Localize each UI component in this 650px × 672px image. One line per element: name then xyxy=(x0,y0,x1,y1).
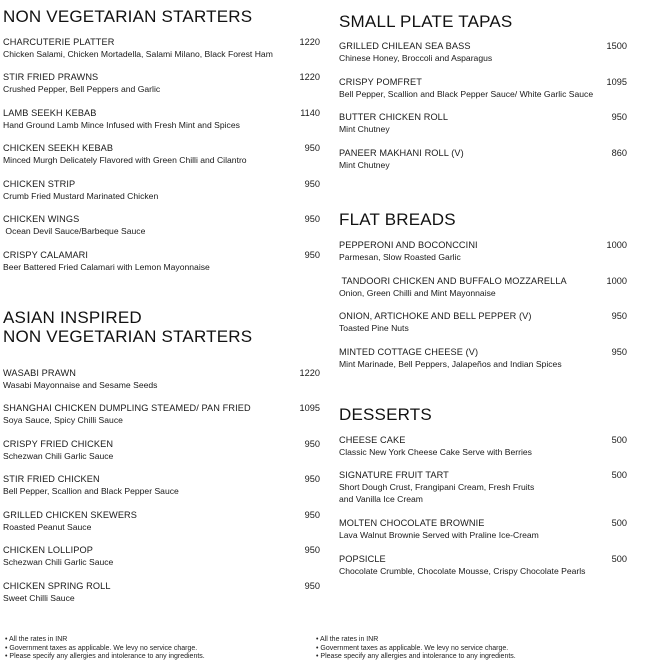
item-name: GRILLED CHICKEN SKEWERS xyxy=(3,510,138,520)
item-name: GRILLED CHILEAN SEA BASS xyxy=(339,41,471,51)
item-description: Classic New York Cheese Cake Serve with Berries xyxy=(339,447,532,457)
item-description: Chicken Salami, Chicken Mortadella, Salami Milano, Black Forest Ham xyxy=(3,49,273,59)
menu-item-cheese-cake xyxy=(339,435,627,463)
item-description: Sweet Chilli Sauce xyxy=(3,593,75,603)
item-name: CHICKEN WINGS xyxy=(3,214,80,224)
item-price: 1220 xyxy=(299,72,320,82)
menu-item-crispy-pomfret xyxy=(339,77,627,105)
item-name: STIR FRIED PRAWNS xyxy=(3,72,99,82)
item-price: 1095 xyxy=(299,403,320,413)
item-name: CHICKEN SPRING ROLL xyxy=(3,581,111,591)
menu-item-popsicle xyxy=(339,554,627,582)
menu-item-grilled-chilean-sea-bass xyxy=(339,41,627,69)
item-price: 1000 xyxy=(606,240,627,250)
menu-item-molten-chocolate-brownie xyxy=(339,518,627,546)
menu-item-paneer-makhani-roll xyxy=(339,148,627,176)
item-description: Mint Chutney xyxy=(339,124,390,134)
menu-item-onion-artichoke-bell-pepper xyxy=(339,311,627,339)
item-name: BUTTER CHICKEN ROLL xyxy=(339,112,449,122)
footer-note-rates: • All the rates in INR xyxy=(5,636,68,643)
item-name: SIGNATURE FRUIT TART xyxy=(339,470,449,480)
menu-item-signature-fruit-tart xyxy=(339,470,627,510)
item-name: POPSICLE xyxy=(339,554,386,564)
item-description: Schezwan Chili Garlic Sauce xyxy=(3,451,114,461)
item-name: CHICKEN STRIP xyxy=(3,179,76,189)
item-price: 950 xyxy=(304,581,320,591)
item-description: Lava Walnut Brownie Served with Praline Ice-Cream xyxy=(339,530,539,540)
menu-item-crispy-fried-chicken xyxy=(3,439,320,467)
footer-note-taxes: • Government taxes as applicable. We levy no service charge. xyxy=(316,644,509,652)
item-name: PANEER MAKHANI ROLL (V) xyxy=(339,148,464,158)
item-description: Ocean Devil Sauce/Barbeque Sauce xyxy=(3,226,146,236)
item-name: CRISPY FRIED CHICKEN xyxy=(3,439,114,449)
item-name: SHANGHAI CHICKEN DUMPLING STEAMED/ PAN FRIED xyxy=(3,403,251,413)
footer-notes-right-cropped xyxy=(316,636,516,662)
menu-item-chicken-lollipop xyxy=(3,545,320,573)
item-description: Toasted Pine Nuts xyxy=(339,323,409,333)
item-price: 1220 xyxy=(299,368,320,378)
item-description: Minced Murgh Delicately Flavored with Green Chilli and Cilantro xyxy=(3,155,247,165)
item-price: 950 xyxy=(611,112,627,122)
item-price: 500 xyxy=(611,435,627,445)
item-description: Beer Battered Fried Calamari with Lemon Mayonnaise xyxy=(3,262,210,272)
menu-item-chicken-strip xyxy=(3,179,320,207)
item-name: MOLTEN CHOCOLATE BROWNIE xyxy=(339,518,485,528)
item-name: STIR FRIED CHICKEN xyxy=(3,474,100,484)
footer-note-rates: • All the rates in INR xyxy=(316,636,379,643)
menu-item-stir-fried-chicken xyxy=(3,474,320,502)
section-title-asian-non-veg-starters: NON VEGETARIAN STARTERS xyxy=(3,327,253,346)
item-price: 500 xyxy=(611,470,627,480)
item-name: CHICKEN LOLLIPOP xyxy=(3,545,93,555)
item-price: 1095 xyxy=(606,77,627,87)
item-name: PEPPERONI AND BOCONCCINI xyxy=(339,240,478,250)
item-name: CHEESE CAKE xyxy=(339,435,406,445)
item-price: 500 xyxy=(611,518,627,528)
item-price: 950 xyxy=(304,474,320,484)
item-name: TANDOORI CHICKEN AND BUFFALO MOZZARELLA xyxy=(339,276,567,286)
menu-item-charcuterie-platter xyxy=(3,37,320,65)
item-name: ONION, ARTICHOKE AND BELL PEPPER (V) xyxy=(339,311,532,321)
item-description: Mint Chutney xyxy=(339,160,390,170)
item-description: Crushed Pepper, Bell Peppers and Garlic xyxy=(3,84,161,94)
item-name: WASABI PRAWN xyxy=(3,368,77,378)
item-description: Crumb Fried Mustard Marinated Chicken xyxy=(3,191,159,201)
item-description: Wasabi Mayonnaise and Sesame Seeds xyxy=(3,380,158,390)
item-price: 950 xyxy=(304,439,320,449)
menu-item-shanghai-chicken-dumpling xyxy=(3,403,320,431)
menu-item-butter-chicken-roll xyxy=(339,112,627,140)
item-description: Bell Pepper, Scallion and Black Pepper Sauce xyxy=(3,486,179,496)
item-description: Bell Pepper, Scallion and Black Pepper Sauce/ White Garlic Sauce xyxy=(339,89,594,99)
item-price: 1500 xyxy=(606,41,627,51)
item-price: 500 xyxy=(611,554,627,564)
menu-item-chicken-wings xyxy=(3,214,320,242)
item-description: Hand Ground Lamb Mince Infused with Fresh Mint and Spices xyxy=(3,120,240,130)
section-title-non-veg-starters: NON VEGETARIAN STARTERS xyxy=(3,7,253,26)
item-price: 860 xyxy=(611,148,627,158)
menu-item-lamb-seekh-kebab xyxy=(3,108,320,136)
item-price: 950 xyxy=(304,545,320,555)
item-price: 950 xyxy=(304,510,320,520)
item-price: 1000 xyxy=(606,276,627,286)
item-name: CRISPY CALAMARI xyxy=(3,250,89,260)
item-price: 1140 xyxy=(300,108,320,118)
menu-item-grilled-chicken-skewers xyxy=(3,510,320,538)
item-price: 950 xyxy=(304,143,320,153)
item-description: Parmesan, Slow Roasted Garlic xyxy=(339,252,461,262)
item-name: MINTED COTTAGE CHEESE (V) xyxy=(339,347,479,357)
item-description: Onion, Green Chilli and Mint Mayonnaise xyxy=(339,288,496,298)
menu-item-wasabi-prawn xyxy=(3,368,320,396)
section-title-desserts: DESSERTS xyxy=(339,405,432,424)
section-title-small-plate-tapas: SMALL PLATE TAPAS xyxy=(339,12,513,31)
item-description: Roasted Peanut Sauce xyxy=(3,522,92,532)
footer-note-allergies: • Please specify any allergies and intolerance to any ingredients. xyxy=(5,653,205,661)
menu-item-pepperoni-boconccini xyxy=(339,240,627,268)
menu-item-tandoori-chicken-buffalo-mozzarella xyxy=(339,276,627,304)
footer-note-taxes: • Government taxes as applicable. We levy no service charge. xyxy=(5,644,198,652)
section-title-asian-inspired: ASIAN INSPIRED xyxy=(3,308,142,327)
item-name: CHICKEN SEEKH KEBAB xyxy=(3,143,114,153)
item-price: 1220 xyxy=(299,37,320,47)
item-description: Schezwan Chili Garlic Sauce xyxy=(3,557,114,567)
section-title-flat-breads: FLAT BREADS xyxy=(339,210,456,229)
footer-note-allergies: • Please specify any allergies and intolerance to any ingredients. xyxy=(316,653,516,661)
item-description-line-2: and Vanilla Ice Cream xyxy=(339,493,423,504)
item-description: Chocolate Crumble, Chocolate Mousse, Crispy Chocolate Pearls xyxy=(339,566,586,576)
item-name: CRISPY POMFRET xyxy=(339,77,422,87)
item-price: 950 xyxy=(611,347,627,357)
item-description: Mint Marinade, Bell Peppers, Jalapeños and Indian Spices xyxy=(339,359,562,369)
item-description: Chinese Honey, Broccoli and Asparagus xyxy=(339,53,493,63)
item-description: Soya Sauce, Spicy Chilli Sauce xyxy=(3,415,123,425)
item-description-line-1: Short Dough Crust, Frangipani Cream, Fresh Fruits xyxy=(339,482,535,492)
item-price: 950 xyxy=(611,311,627,321)
menu-item-stir-fried-prawns xyxy=(3,72,320,100)
item-price: 950 xyxy=(304,250,320,260)
footer-notes-left xyxy=(5,636,205,662)
menu-item-chicken-seekh-kebab xyxy=(3,143,320,171)
menu-item-minted-cottage-cheese xyxy=(339,347,627,375)
item-name: LAMB SEEKH KEBAB xyxy=(3,108,97,118)
item-price: 950 xyxy=(304,214,320,224)
item-price: 950 xyxy=(304,179,320,189)
menu-item-crispy-calamari xyxy=(3,250,320,278)
item-name: CHARCUTERIE PLATTER xyxy=(3,37,115,47)
menu-item-chicken-spring-roll xyxy=(3,581,320,609)
